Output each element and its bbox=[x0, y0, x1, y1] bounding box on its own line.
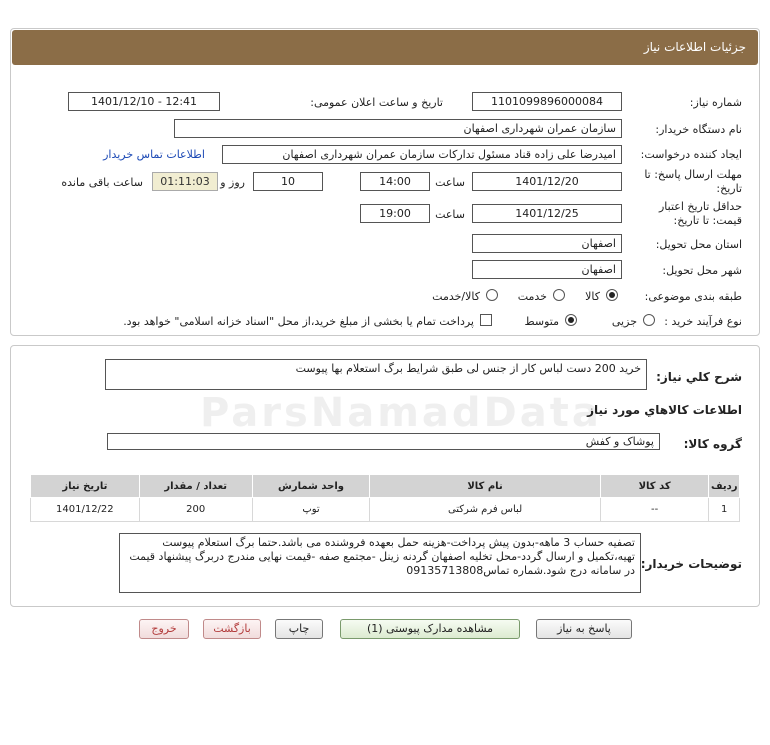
province-label: استان محل تحویل: bbox=[655, 238, 742, 251]
need-number-field: 1101099896000084 bbox=[472, 92, 622, 111]
summary-field: خرید 200 دست لباس کار از جنس لی طبق شرایط برگ استعلام بها پیوست bbox=[105, 359, 647, 390]
cell-code: -- bbox=[600, 498, 709, 522]
reply-button[interactable]: پاسخ به نیاز bbox=[536, 619, 632, 639]
city-label: شهر محل تحویل: bbox=[662, 264, 742, 277]
validity-label-1: حداقل تاریخ اعتبار bbox=[658, 200, 742, 213]
col-row: ردیف bbox=[709, 475, 740, 498]
cell-row: 1 bbox=[709, 498, 740, 522]
summary-label: شرح کلي نياز: bbox=[656, 370, 742, 384]
remaining-time-field: 01:11:03 bbox=[152, 172, 218, 191]
days-label: روز و bbox=[220, 176, 245, 189]
col-name: نام کالا bbox=[370, 475, 601, 498]
deadline-label-2: تاریخ: bbox=[716, 182, 742, 195]
cell-date: 1401/12/22 bbox=[31, 498, 140, 522]
page-title: جزئیات اطلاعات نیاز bbox=[643, 40, 746, 54]
deadline-date-field: 1401/12/20 bbox=[472, 172, 622, 191]
buyer-org-label: نام دستگاه خریدار: bbox=[655, 123, 742, 136]
col-date: تاریخ نیاز bbox=[31, 475, 140, 498]
category-option-goods-service: کالا/خدمت bbox=[432, 290, 480, 303]
goods-info-title: اطلاعات کالاهاي مورد نياز bbox=[587, 403, 742, 417]
category-option-service: خدمت bbox=[517, 290, 547, 303]
validity-date-field: 1401/12/25 bbox=[472, 204, 622, 223]
category-radio-service[interactable] bbox=[553, 289, 565, 301]
days-field: 10 bbox=[253, 172, 323, 191]
buyer-org-field: سازمان عمران شهرداری اصفهان bbox=[174, 119, 622, 138]
process-option-medium: متوسط bbox=[524, 315, 559, 328]
col-code: کد کالا bbox=[600, 475, 709, 498]
deadline-label-1: مهلت ارسال پاسخ: تا bbox=[644, 168, 742, 181]
page-header bbox=[12, 30, 758, 65]
cell-unit: توپ bbox=[252, 498, 370, 522]
deadline-time-field: 14:00 bbox=[360, 172, 430, 191]
category-option-goods: کالا bbox=[585, 290, 600, 303]
validity-time-label: ساعت bbox=[435, 208, 465, 221]
buyer-notes-field: تصفیه حساب 3 ماهه-بدون پیش پرداخت-هزینه حمل بعهده فروشنده می باشد.حتما برگ استعلام پیوست تهیه،تکمیل و ارسال گردد-محل تخلیه اصفهان گردنه زینل -مجتمع صفه -قیمت نهایی مندرج دربرگ پیشنهاد قیمت در سامانه درج شود.شماره تماس09135713808 bbox=[119, 533, 641, 593]
goods-group-field: پوشاک و کفش bbox=[107, 433, 660, 450]
process-radio-minor[interactable] bbox=[643, 314, 655, 326]
treasury-note: پرداخت تمام یا بخشی از مبلغ خرید،از محل "اسناد خزانه اسلامی" خواهد بود. bbox=[123, 315, 474, 328]
category-radio-goods-service[interactable] bbox=[486, 289, 498, 301]
process-radio-medium[interactable] bbox=[565, 314, 577, 326]
category-radio-goods[interactable] bbox=[606, 289, 618, 301]
need-number-label: شماره نیاز: bbox=[689, 96, 742, 109]
cell-qty: 200 bbox=[139, 498, 252, 522]
col-unit: واحد شمارش bbox=[252, 475, 370, 498]
category-label: طبقه بندی موضوعی: bbox=[644, 290, 742, 303]
deadline-time-label: ساعت bbox=[435, 176, 465, 189]
view-docs-button[interactable]: مشاهده مدارک پیوستی (1) bbox=[340, 619, 520, 639]
buyer-notes-label: توضیحات خریدار: bbox=[640, 557, 742, 571]
print-button[interactable]: چاپ bbox=[275, 619, 323, 639]
requester-field: امیدرضا علی زاده قناد مسئول تدارکات سازمان عمران شهرداری اصفهان bbox=[222, 145, 622, 164]
table-row bbox=[31, 498, 740, 522]
requester-label: ایجاد کننده درخواست: bbox=[640, 148, 742, 161]
goods-table bbox=[30, 474, 740, 522]
goods-group-label: گروه کالا: bbox=[683, 437, 742, 451]
buyer-contact-link[interactable]: اطلاعات تماس خریدار bbox=[103, 148, 205, 161]
announce-label: تاریخ و ساعت اعلان عمومی: bbox=[310, 96, 443, 109]
treasury-checkbox[interactable] bbox=[480, 314, 492, 326]
goods-table-header bbox=[31, 475, 740, 498]
cell-name: لباس فرم شرکتی bbox=[370, 498, 601, 522]
validity-label-2: قیمت: تا تاریخ: bbox=[673, 214, 742, 227]
announce-field: 1401/12/10 - 12:41 bbox=[68, 92, 220, 111]
back-button[interactable]: بازگشت bbox=[203, 619, 261, 639]
validity-time-field: 19:00 bbox=[360, 204, 430, 223]
process-option-minor: جزیی bbox=[611, 315, 637, 328]
province-field: اصفهان bbox=[472, 234, 622, 253]
exit-button[interactable]: خروج bbox=[139, 619, 189, 639]
remaining-time-label: ساعت باقی مانده bbox=[61, 176, 143, 189]
col-qty: تعداد / مقدار bbox=[139, 475, 252, 498]
city-field: اصفهان bbox=[472, 260, 622, 279]
process-label: نوع فرآیند خرید : bbox=[664, 315, 742, 328]
